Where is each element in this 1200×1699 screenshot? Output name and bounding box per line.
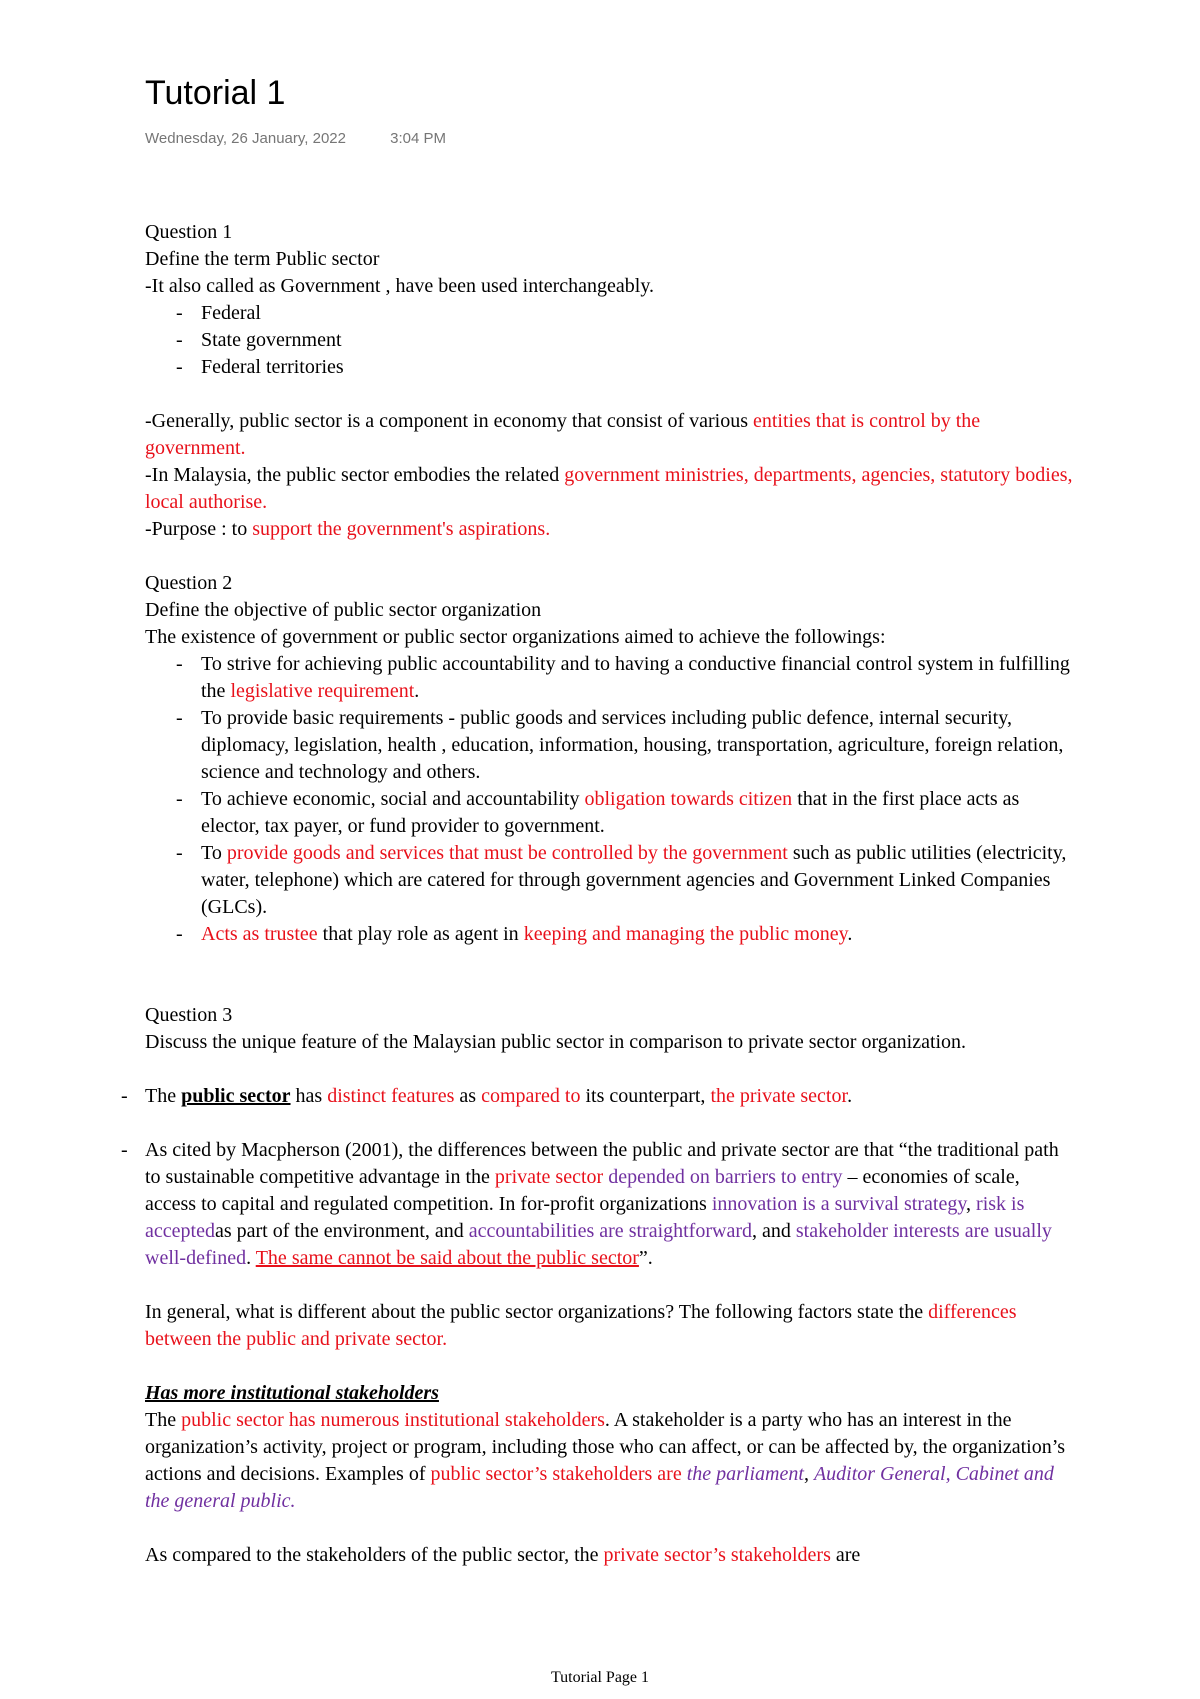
list-item: - To achieve economic, social and accountability obligation towards citizen that in the first place acts as elector, tax payer, or fund provider to government. [201,786,1075,840]
q2-list [145,651,1075,948]
q1-generally: -Generally, public sector is a component in economy that consist of various entities that is control by the government. [145,410,981,459]
list-item: - To strive for achieving public accountability and to having a conductive financial control system in fulfilling the legislative requirement. [201,651,1075,705]
q3-point-2: - As cited by Macpherson (2001), the differences between the public and private sector are that “the traditional path to sustainable competitive advantage in the private sector depended on barriers to entry – economies of scale, access to capital and regulated competition. In for-profit organizations innovation is a survival strategy, risk is acceptedas part of the environment, and accountabilities are straightforward, and stakeholder interests are usually well-defined. The same cannot be said about the public sector”. [145,1137,1075,1272]
q3-general: In general, what is different about the public sector organizations? The following factors state the differences between the public and private sector. [145,1301,1017,1350]
q3-stakeholders: The public sector has numerous institutional stakeholders. A stakeholder is a party who has an interest in the organization’s activity, project or program, including those who can affect, or can be affected by, the organization’s actions and decisions. Examples of public sector’s stakeholders are the parliament, Auditor General, Cabinet and the general public. [145,1409,1066,1512]
section-heading: Has more institutional stakeholders [145,1382,439,1404]
page-meta [145,130,446,147]
q2-label: Question 2 [145,572,233,594]
q3-compare: As compared to the stakeholders of the public sector, the private sector’s stakeholders are [145,1544,861,1566]
page-time: 3:04 PM [390,130,447,147]
q1-intro: -It also called as Government , have been used interchangeably. [145,275,655,297]
page-footer: Tutorial Page 1 [550,1669,650,1686]
page-content [145,219,1075,1569]
q3-prompt: Discuss the unique feature of the Malaysian public sector in comparison to private sector organization. [145,1031,967,1053]
list-item: - Federal [201,300,1075,327]
q1-purpose: -Purpose : to support the government's aspirations. [145,518,551,540]
q1-malaysia: -In Malaysia, the public sector embodies the related government ministries, departments, agencies, statutory bodies, local authorise. [145,464,1073,513]
q1-prompt: Define the term Public sector [145,248,380,270]
q1-list [145,300,1075,381]
list-item: - Acts as trustee that play role as agent in keeping and managing the public money. [201,921,1075,948]
q3-point-1: - The public sector has distinct features as compared to its counterpart, the private sector. [145,1083,1075,1110]
list-item: - To provide goods and services that must be controlled by the government such as public utilities (electricity, water, telephone) which are catered for through government agencies and Government Linked Companies (GLCs). [201,840,1075,921]
page-date: Wednesday, 26 January, 2022 [145,130,346,147]
q2-prompt: Define the objective of public sector organization [145,599,542,621]
q1-label: Question 1 [145,221,233,243]
q3-label: Question 3 [145,1004,233,1026]
q2-intro: The existence of government or public sector organizations aimed to achieve the followings: [145,626,886,648]
list-item: - To provide basic requirements - public goods and services including public defence, internal security, diplomacy, legislation, health , education, information, housing, transportation, agriculture, foreign relation, science and technology and others. [201,705,1075,786]
list-item: - State government [201,327,1075,354]
list-item: - Federal territories [201,354,1075,381]
page-title: Tutorial 1 [145,74,286,112]
